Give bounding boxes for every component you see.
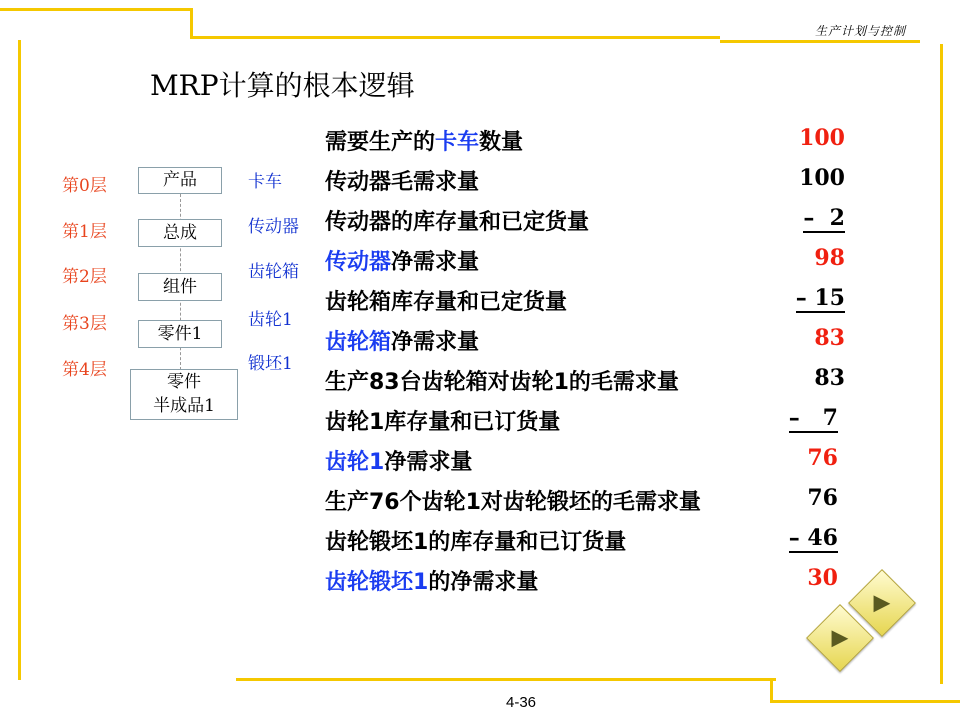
item-name-transmission: 传动器 bbox=[248, 217, 299, 237]
structure-box-semi-finished: 零件 半成品1 bbox=[130, 369, 238, 420]
top-left-accent-line bbox=[0, 8, 190, 11]
calc-row-label-segment: 净需求量 bbox=[384, 450, 473, 475]
calc-row-value: 83 bbox=[814, 325, 845, 351]
calc-row-label-segment: 的净需求量 bbox=[428, 570, 539, 595]
level-1-label: 第1层 bbox=[62, 222, 107, 242]
calc-row-label bbox=[325, 525, 626, 556]
calc-row bbox=[325, 565, 838, 601]
calc-row bbox=[325, 405, 838, 441]
calc-row-label-segment: 齿轮锻坯1 bbox=[325, 570, 429, 595]
bottom-right-accent-foot bbox=[770, 700, 960, 703]
calc-row-label-segment: 齿轮1 bbox=[325, 450, 385, 475]
level-4-label: 第4层 bbox=[62, 360, 107, 380]
structure-box-part: 零件1 bbox=[138, 320, 222, 348]
calc-row-label-segment: 需要生产的 bbox=[325, 130, 436, 155]
calc-row bbox=[325, 165, 845, 201]
calc-row-label bbox=[325, 125, 523, 156]
calc-row-label bbox=[325, 245, 479, 276]
item-name-gearbox: 齿轮箱 bbox=[248, 262, 299, 282]
calc-row-value: – 7 bbox=[788, 405, 838, 431]
calc-row-value: 98 bbox=[814, 245, 845, 271]
calc-row bbox=[325, 325, 845, 361]
item-name-gear: 齿轮1 bbox=[248, 310, 293, 330]
left-accent-line bbox=[18, 40, 21, 680]
calc-row-label bbox=[325, 445, 472, 476]
course-title: 生产计划与控制 bbox=[814, 24, 906, 38]
page-number: 4-36 bbox=[506, 694, 537, 711]
calc-row-label-segment: 传动器毛需求量 bbox=[325, 170, 480, 195]
calc-row-label-segment: 生产83台齿轮箱对齿轮1的毛需求量 bbox=[325, 370, 679, 395]
calc-row-label-segment: 齿轮1库存量和已订货量 bbox=[325, 410, 561, 435]
calc-row-value: – 2 bbox=[803, 205, 845, 231]
calc-row-label bbox=[325, 485, 701, 516]
calc-row bbox=[325, 365, 845, 401]
structure-box-assembly: 总成 bbox=[138, 219, 222, 247]
structure-box-product: 产品 bbox=[138, 167, 222, 194]
calc-row bbox=[325, 125, 845, 161]
calc-row-label-segment: 传动器 bbox=[325, 250, 392, 275]
calc-row-value: 100 bbox=[799, 165, 845, 191]
calc-row-label-segment: 卡车 bbox=[435, 130, 480, 155]
calc-row-label-segment: 数量 bbox=[479, 130, 524, 155]
calc-row bbox=[325, 245, 845, 281]
play-triangle-icon: ▶ bbox=[831, 625, 849, 651]
calc-row-label-segment: 净需求量 bbox=[391, 250, 480, 275]
item-name-forging: 锻坯1 bbox=[248, 354, 293, 374]
slide-title: MRP计算的根本逻辑 bbox=[150, 69, 415, 102]
calc-row-label bbox=[325, 405, 560, 436]
calc-row-value: 76 bbox=[807, 485, 838, 511]
calc-row-value: 100 bbox=[799, 125, 845, 151]
calc-row-label-segment: 传动器的库存量和已定货量 bbox=[325, 210, 590, 235]
calc-row-value: 30 bbox=[807, 565, 838, 591]
calc-row bbox=[325, 485, 838, 521]
level-3-label: 第3层 bbox=[62, 314, 107, 334]
header-underline bbox=[720, 40, 920, 43]
level-0-label: 第0层 bbox=[62, 176, 107, 196]
right-accent-line bbox=[940, 44, 943, 684]
calc-row-label bbox=[325, 365, 679, 396]
calc-row-label-segment: 生产76个齿轮1对齿轮锻坯的毛需求量 bbox=[325, 490, 701, 515]
calc-row bbox=[325, 285, 845, 321]
top-accent-line bbox=[190, 36, 720, 39]
calc-row-value: 83 bbox=[814, 365, 845, 391]
bottom-accent-line bbox=[236, 678, 776, 681]
calc-row-label-segment: 齿轮锻坯1的库存量和已订货量 bbox=[325, 530, 627, 555]
next-triangle-icon: ▶ bbox=[873, 590, 891, 616]
calc-row-label-segment: 齿轮箱库存量和已定货量 bbox=[325, 290, 568, 315]
calc-row-label bbox=[325, 165, 479, 196]
calc-row-label-segment: 净需求量 bbox=[391, 330, 480, 355]
calc-row-label bbox=[325, 285, 567, 316]
bottom-right-accent-line bbox=[770, 680, 773, 702]
level-2-label: 第2层 bbox=[62, 267, 107, 287]
calc-row-label bbox=[325, 565, 538, 596]
calc-row-label bbox=[325, 205, 589, 236]
calc-row-value: – 15 bbox=[795, 285, 845, 311]
calc-row-label-segment: 齿轮箱 bbox=[325, 330, 392, 355]
calc-row bbox=[325, 205, 845, 241]
calc-row-label bbox=[325, 325, 479, 356]
calc-row-value: 76 bbox=[807, 445, 838, 471]
calc-row bbox=[325, 445, 838, 481]
structure-box-component: 组件 bbox=[138, 273, 222, 301]
calc-row-value: – 46 bbox=[788, 525, 838, 551]
calc-row bbox=[325, 525, 838, 561]
top-left-accent-drop bbox=[190, 8, 193, 38]
item-name-truck: 卡车 bbox=[248, 172, 282, 192]
